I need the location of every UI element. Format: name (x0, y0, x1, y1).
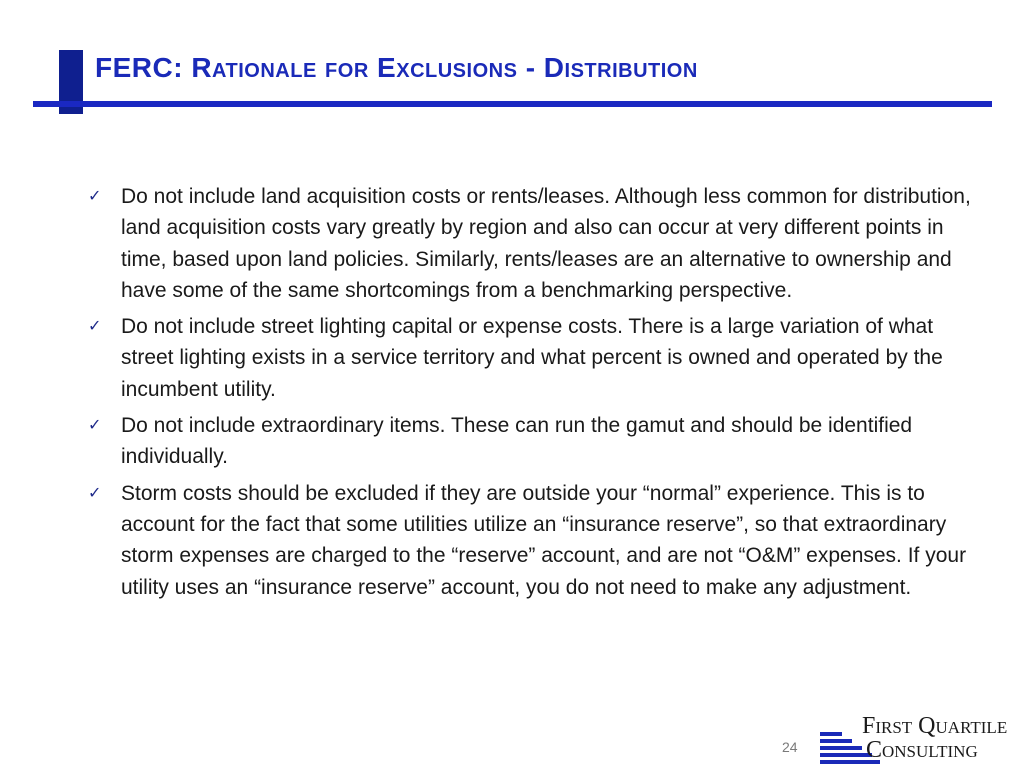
title-underline (33, 101, 992, 107)
logo-line-1: First Quartile (862, 713, 1008, 739)
logo-line-2: Consulting (866, 737, 978, 763)
bullet-text: Storm costs should be excluded if they are outside your “normal” experience. This is to account for the fact that some utilities utilize an “insurance reserve”, so that extraordinary storm expenses are charged to the “reserve” account, and are not “O&M” expenses. If your utility uses an “insurance reserve” account, you do not need to make any adjustment. (121, 481, 967, 599)
company-logo (820, 712, 1024, 768)
bullet-text: Do not include land acquisition costs or rents/leases. Although less common for distribution, land acquisition costs vary greatly by region and also can occur at very different points in time, based upon land policies. Similarly, rents/leases are an alternative to ownership and have some of the same shortcomings from a benchmarking perspective. (121, 185, 971, 302)
bullet-text: Do not include street lighting capital or expense costs. There is a large variation of what street lighting exists in a service territory and what percent is owned and operated by the incumbent utility. (121, 315, 943, 401)
list-item (88, 311, 988, 405)
check-icon: ✓ (88, 484, 102, 502)
list-item (88, 478, 988, 603)
bullet-list (88, 181, 988, 608)
check-icon: ✓ (88, 188, 102, 205)
check-icon: ✓ (88, 318, 102, 336)
page-number: 24 (782, 739, 798, 755)
list-item (88, 410, 988, 473)
list-item (88, 181, 988, 306)
check-icon: ✓ (88, 417, 102, 435)
slide-title: FERC: Rationale for Exclusions - Distribution (95, 52, 698, 83)
bullet-text: Do not include extraordinary items. These can run the gamut and should be identified individually. (121, 414, 913, 469)
